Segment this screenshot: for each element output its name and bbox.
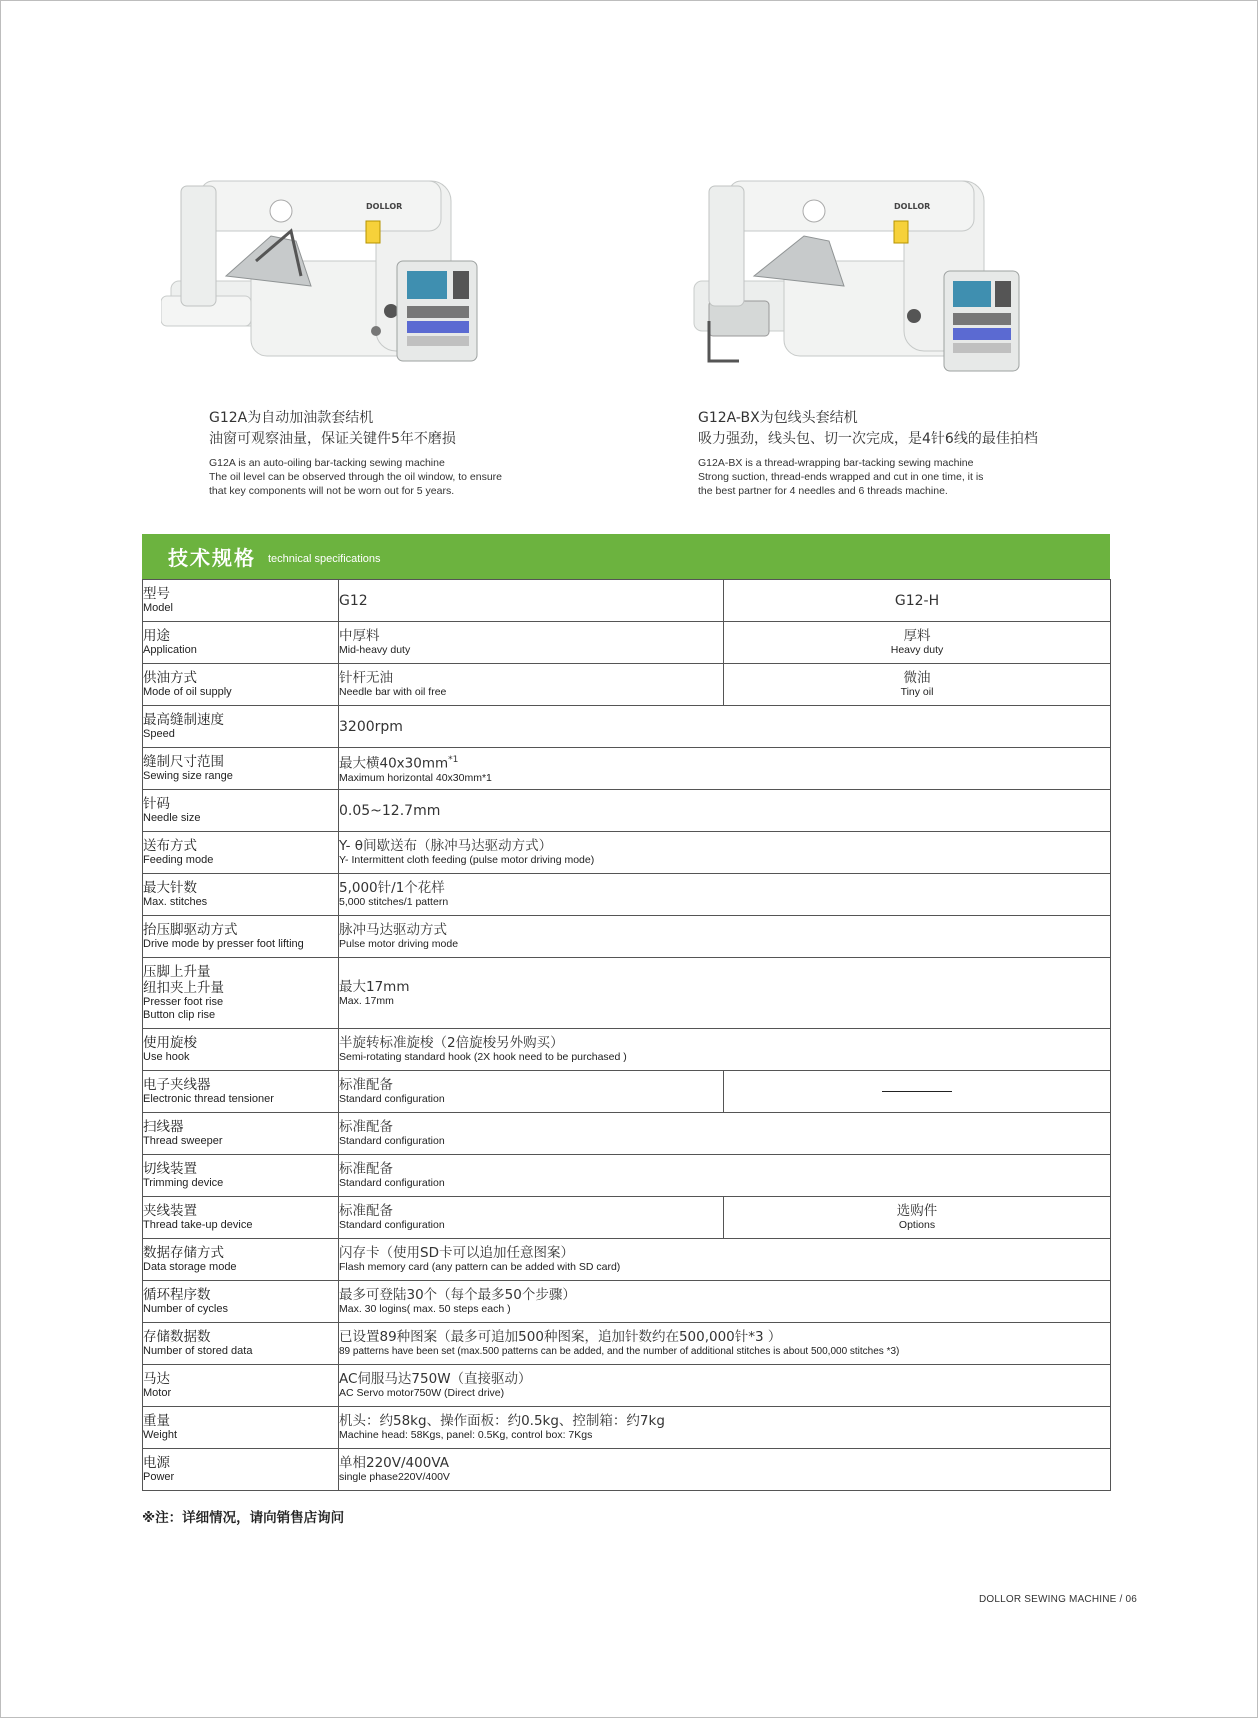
description-line: the best partner for 4 needles and 6 threads machine. [698,485,948,497]
spec-value [339,1155,1111,1197]
value-zh: 机头：约58kg、操作面板：约0.5kg、控制箱：约7kg [339,1413,665,1429]
description-line: that key components will not be worn out for 5 years. [209,485,455,497]
spec-label [143,832,339,874]
value-en: Flash memory card (any pattern can be added with SD card) [339,1261,621,1273]
label-en: Weight [143,1429,178,1441]
spec-value-g12h [724,580,1111,622]
machine-2-brand-label: DOLLOR [894,202,931,211]
spec-label [143,874,339,916]
footnote-mark: *1 [448,755,459,766]
label-zh: 最大针数 [143,880,197,896]
spec-row-max-stitches [143,874,1111,916]
label-en: Model [143,602,173,614]
value-zh: AC伺服马达750W（直接驱动） [339,1371,532,1387]
spec-value [339,748,1111,790]
product-title: G12A-BX为包线头套结机 [698,410,858,426]
spec-label [143,1323,339,1365]
label-en: Drive mode by presser foot lifting [143,938,304,950]
value-en: Standard configuration [339,1219,445,1231]
value-zh: 5,000针/1个花样 [339,880,445,896]
spec-value [339,916,1111,958]
label-en: Power [143,1471,175,1483]
spec-value [339,958,1111,1029]
not-available-dash [882,1091,952,1092]
model-g12h: G12-H [894,592,940,609]
spec-row-speed [143,706,1111,748]
value-en: Pulse motor driving mode [339,938,459,950]
spec-row-oil-supply [143,664,1111,706]
spec-row-presser-drive [143,916,1111,958]
value-zh: 闪存卡（使用SD卡可以追加任意图案） [339,1245,574,1261]
product-description [698,456,1138,498]
spec-value [339,706,1111,748]
value-zh: 最大17mm [339,978,410,995]
spec-value [339,1281,1111,1323]
spec-label [143,622,339,664]
label-zh: 电子夹线器 [143,1077,211,1093]
spec-value [339,1407,1111,1449]
value-zh: 半旋转标准旋梭（2倍旋梭另外购买） [339,1035,564,1051]
value-en: Heavy duty [890,644,944,656]
spec-row-application [143,622,1111,664]
product-subtitle: 油窗可观察油量，保证关键件5年不磨损 [209,431,456,447]
description-line: The oil level can be observed through the oil window, to ensure [209,471,503,483]
label-zh: 用途 [143,628,170,644]
spec-row-use-hook [143,1029,1111,1071]
value-en: Standard configuration [339,1093,445,1105]
value-en: Standard configuration [339,1177,445,1189]
value-zh: 标准配备 [339,1077,393,1093]
label-en: Button clip rise [143,1009,216,1021]
value-zh: 微油 [903,670,931,686]
description-line: Strong suction, thread-ends wrapped and cut in one time, it is [698,471,984,483]
spec-value [339,874,1111,916]
value-en: Maximum horizontal 40x30mm*1 [339,771,492,784]
value-zh: Y- θ间歇送布（脉冲马达驱动方式） [339,838,553,854]
label-en: Thread sweeper [143,1135,223,1147]
description-line: G12A-BX is a thread-wrapping bar-tacking sewing machine [698,457,974,469]
label-en: Thread take-up device [143,1219,253,1231]
spec-value-g12 [339,622,724,664]
spec-value [339,1365,1111,1407]
footnote: ※注：详细情况，请向销售店询问 [142,1510,345,1526]
spec-value [339,1323,1111,1365]
product-title: G12A为自动加油款套结机 [209,410,374,426]
label-zh: 数据存储方式 [143,1245,224,1261]
product-caption-g12a-bx [698,408,1138,498]
label-zh: 供油方式 [143,670,197,686]
spec-value-g12 [339,580,724,622]
spec-row-presser-rise [143,958,1111,1029]
spec-label [143,748,339,790]
machine-g12a-bx-image [689,161,1061,386]
label-zh: 扫线器 [143,1119,184,1135]
label-zh: 针码 [143,796,170,812]
spec-label [143,1281,339,1323]
value-zh: 标准配备 [339,1161,393,1177]
label-zh: 缝制尺寸范围 [143,754,224,770]
label-zh: 型号 [143,586,170,602]
label-zh: 纽扣夹上升量 [143,980,224,996]
label-zh: 夹线装置 [143,1203,197,1219]
spec-label [143,958,339,1029]
spec-label [143,790,339,832]
value-en: Tiny oil [900,686,934,698]
value-en: Mid-heavy duty [339,644,411,656]
label-zh: 重量 [143,1413,170,1429]
value-en: Needle bar with oil free [339,686,447,698]
page-footer: DOLLOR SEWING MACHINE / 06 [979,1594,1138,1605]
value-single: 0.05~12.7mm [339,802,441,819]
value-en: Y- Intermittent cloth feeding (pulse motor driving mode) [339,854,595,866]
value-single: 3200rpm [339,718,403,735]
spec-label [143,706,339,748]
label-en: Application [143,644,197,656]
product-description [209,456,629,498]
spec-row-trimming-device [143,1155,1111,1197]
spec-row-thread-take-up [143,1197,1111,1239]
spec-label [143,1365,339,1407]
value-zh: 脉冲马达驱动方式 [339,922,447,938]
spec-label [143,1239,339,1281]
value-zh: 针杆无油 [339,670,393,686]
value-en: Max. 17mm [339,994,394,1007]
spec-label [143,664,339,706]
spec-label [143,1113,339,1155]
value-zh: 最多可登陆30个（每个最多50个步骤） [339,1287,576,1303]
spec-value-g12h [724,1197,1111,1239]
label-en: Feeding mode [143,854,214,866]
label-en: Trimming device [143,1177,224,1189]
spec-label [143,1071,339,1113]
label-zh: 使用旋梭 [143,1035,197,1051]
label-zh: 马达 [143,1371,170,1387]
label-en: Use hook [143,1051,190,1063]
value-en: Machine head: 58Kgs, panel: 0.5Kg, control box: 7Kgs [339,1429,593,1441]
spec-row-needle-size [143,790,1111,832]
value-zh-text: 最大横40x30mm [339,755,449,772]
label-en: Sewing size range [143,770,233,782]
value-zh [339,752,1110,772]
spec-label [143,1029,339,1071]
spec-value-g12h [724,622,1111,664]
machine-1-brand-label: DOLLOR [366,202,403,211]
value-zh: 标准配备 [339,1203,393,1219]
label-en: Number of stored data [143,1345,253,1357]
spec-row-feeding-mode [143,832,1111,874]
spec-row-motor [143,1365,1111,1407]
spec-label [143,1407,339,1449]
value-en: single phase220V/400V [339,1471,450,1483]
value-zh: 已设置89种图案（最多可追加500种图案，追加针数约在500,000针*3 ） [339,1329,782,1345]
spec-row-data-storage [143,1239,1111,1281]
spec-value [339,1239,1111,1281]
label-zh: 压脚上升量 [143,964,211,980]
spec-label [143,916,339,958]
label-zh: 切线装置 [143,1161,197,1177]
spec-table [142,579,1111,1491]
value-en: 5,000 stitches/1 pattern [339,896,449,908]
spec-row-model [143,580,1111,622]
product-subtitle: 吸力强劲，线头包、切一次完成，是4针6线的最佳拍档 [698,431,1038,447]
value-zh: 厚料 [903,628,931,644]
machine-g12a-image [161,161,531,386]
label-en: Mode of oil supply [143,686,232,698]
spec-label [143,1155,339,1197]
spec-header-subtitle: technical specifications [268,552,381,565]
spec-value [339,1113,1111,1155]
spec-value [339,790,1111,832]
spec-row-power [143,1449,1111,1491]
label-en: Motor [143,1387,172,1399]
label-zh: 存储数据数 [143,1329,211,1345]
value-zh: 选购件 [896,1203,938,1219]
value-zh: 单相220V/400VA [339,1455,449,1471]
spec-row-cycles [143,1281,1111,1323]
spec-label [143,1449,339,1491]
spec-value-g12h [724,1071,1111,1113]
value-en: Options [898,1219,936,1231]
spec-value-g12 [339,1071,724,1113]
label-en: Presser foot rise [143,996,224,1008]
spec-row-thread-sweeper [143,1113,1111,1155]
value-en: Semi-rotating standard hook (2X hook need to be purchased ) [339,1051,627,1063]
spec-header-bar [142,534,1110,579]
spec-value-g12 [339,664,724,706]
spec-value [339,1029,1111,1071]
label-en: Needle size [143,812,201,824]
label-zh: 送布方式 [143,838,197,854]
spec-row-stored-data [143,1323,1111,1365]
product-caption-g12a [209,408,629,498]
description-line: G12A is an auto-oiling bar-tacking sewing machine [209,457,445,469]
value-zh: 标准配备 [339,1119,393,1135]
label-en: Max. stitches [143,896,208,908]
value-en: Max. 30 logins( max. 50 steps each ) [339,1303,511,1315]
value-en: Standard configuration [339,1135,445,1147]
label-zh: 电源 [143,1455,170,1471]
value-zh: 中厚料 [339,628,380,644]
spec-label [143,1197,339,1239]
spec-row-weight [143,1407,1111,1449]
spec-value [339,832,1111,874]
label-zh: 最高缝制速度 [143,712,224,728]
label-en: Speed [143,728,175,740]
value-en: AC Servo motor750W (Direct drive) [339,1387,505,1399]
spec-value-g12h [724,664,1111,706]
spec-row-sewing-size [143,748,1111,790]
label-zh: 循环程序数 [143,1287,211,1303]
value-en: 89 patterns have been set (max.500 patterns can be added, and the number of additional stitches is about 500,000 stitches *3) [339,1346,900,1357]
spec-header-title: 技术规格 [168,546,256,570]
label-en: Data storage mode [143,1261,237,1273]
label-zh: 抬压脚驱动方式 [143,922,238,938]
spec-value-g12 [339,1197,724,1239]
spec-value [339,1449,1111,1491]
spec-label [143,580,339,622]
label-en: Number of cycles [143,1303,228,1315]
label-en: Electronic thread tensioner [143,1093,274,1105]
spec-row-thread-tensioner [143,1071,1111,1113]
model-g12: G12 [339,592,368,609]
